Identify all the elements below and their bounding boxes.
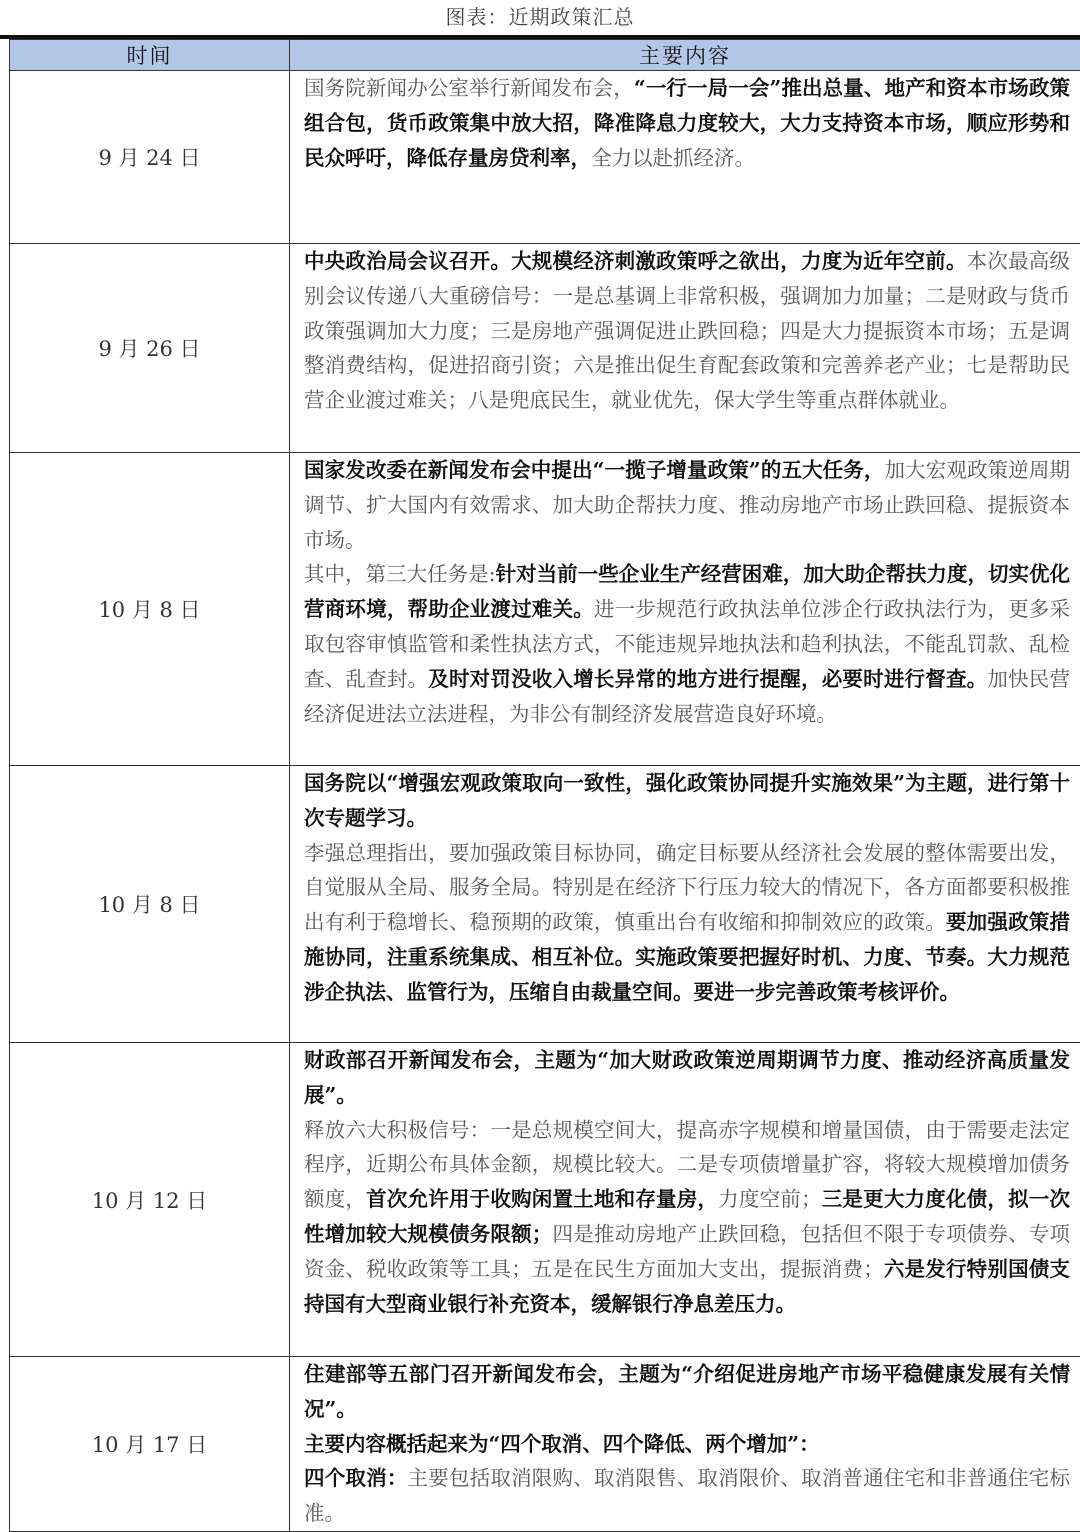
row-content (290, 453, 1080, 766)
table-row (10, 244, 1080, 453)
row-content (290, 244, 1080, 453)
row-date: 9 月 26 日 (10, 244, 290, 453)
row-content (290, 766, 1080, 1043)
text: 全力以赴抓经济。 (591, 146, 755, 170)
policy-table (9, 39, 1080, 1532)
text: 释放六大积极信号：一是总规模空间大，提高赤字规模和增量国债，由于需要走法定程序，近期公布具体金额，规模比较大。二是专项债增量扩容，将较大规模增加债务额度， (304, 1118, 1070, 1212)
text: 李强总理指出，要加强政策目标协同，确定目标要从经济社会发展的整体需要出发，自觉服从全局、服务全局。特别是在经济下行压力较大的情况下，各方面都要积极推出有利于稳增长、稳预期的政策，慎重出台有收缩和抑制效应的政策。 (304, 841, 1070, 935)
bold-text: 三是更大力度化债，拟一次性增加较大规模债务限额； (304, 1187, 1070, 1246)
content-paragraph (304, 244, 1070, 418)
text: 加大宏观政策逆周期调节、扩大国内有效需求、加大助企帮扶力度、推动房地产市场止跌回稳、提振资本市场。 (304, 458, 1070, 552)
bold-text: 六是发行特别国债支持国有大型商业银行补充资本，缓解银行净息差压力。 (304, 1257, 1070, 1316)
table-row (10, 1357, 1080, 1532)
bold-text: 国家发改委在新闻发布会中提出“一揽子增量政策”的五大任务， (304, 458, 885, 482)
row-date: 10 月 8 日 (10, 766, 290, 1043)
row-content (290, 1357, 1080, 1532)
bold-text: 国务院以“增强宏观政策取向一致性，强化政策协同提升实施效果”为主题，进行第十次专题学习。 (304, 771, 1070, 830)
bold-text: 要加强政策措施协同，注重系统集成、相互补位。实施政策要把握好时机、力度、节奏。大力规范涉企执法、监管行为，压缩自由裁量空间。要进一步完善政策考核评价。 (304, 910, 1070, 1004)
bold-text: 住建部等五部门召开新闻发布会，主题为“介绍促进房地产市场平稳健康发展有关情况”。 (304, 1362, 1070, 1421)
content-paragraph (304, 1461, 1070, 1531)
text: 本次最高级别会议传递八大重磅信号：一是总基调上非常积极，强调加力加量；二是财政与货币政策强调加大力度；三是房地产强调促进止跌回稳；四是大力提振资本市场；五是调整消费结构，促进招商引资；六是推出促生育配套政策和完善养老产业；七是帮助民营企业渡过难关；八是兜底民生，就业优先，保大学生等重点群体就业。 (304, 249, 1070, 412)
row-content (290, 1043, 1080, 1357)
content-paragraph (304, 1357, 1070, 1427)
bold-text: 主要内容概括起来为“四个取消、四个降低、两个增加”： (304, 1432, 820, 1456)
text: 国务院新闻办公室举行新闻发布会， (304, 76, 634, 100)
table-header-row (10, 40, 1080, 71)
bold-text: “一行一局一会”推出总量、地产和资本市场政策组合包，货币政策集中放大招，降准降息力度较大，大力支持资本市场，顺应形势和民众呼吁，降低存量房贷利率， (304, 76, 1070, 170)
bold-text: 针对当前一些企业生产经营困难，加大助企帮扶力度，切实优化营商环境，帮助企业渡过难关。 (304, 562, 1070, 621)
bold-text: 四个取消： (304, 1466, 408, 1490)
content-paragraph (304, 71, 1070, 175)
content-paragraph (304, 1427, 1070, 1462)
text: 四是推动房地产止跌回稳，包括但不限于专项债券、专项资金、税收政策等工具；五是在民生方面加大支出，提振消费； (304, 1222, 1070, 1281)
table-row (10, 766, 1080, 1043)
bold-text: 及时对罚没收入增长异常的地方进行提醒，必要时进行督查。 (428, 667, 987, 691)
text: 其中，第三大任务是: (304, 562, 496, 586)
content-paragraph (304, 557, 1070, 731)
figure-caption: 图表：近期政策汇总 (0, 0, 1080, 34)
content-paragraph (304, 1113, 1070, 1322)
bold-text: 中央政治局会议召开。大规模经济刺激政策呼之欲出，力度为近年空前。 (304, 249, 967, 273)
row-content (290, 71, 1080, 244)
text: 加快民营经济促进法立法进程，为非公有制经济发展营造良好环境。 (304, 667, 1070, 726)
row-date: 10 月 8 日 (10, 453, 290, 766)
header-date: 时间 (10, 40, 290, 71)
bold-text: 首次允许用于收购闲置土地和存量房， (366, 1187, 718, 1211)
content-paragraph (304, 453, 1070, 557)
table-row (10, 71, 1080, 244)
row-date: 10 月 17 日 (10, 1357, 290, 1532)
text: 进一步规范行政执法单位涉企行政执法行为，更多采取包容审慎监管和柔性执法方式，不能违规异地执法和趋利执法，不能乱罚款、乱检查、乱查封。 (304, 597, 1070, 691)
table-row (10, 1043, 1080, 1357)
content-paragraph (304, 766, 1070, 836)
row-date: 10 月 12 日 (10, 1043, 290, 1357)
text: 力度空前； (718, 1187, 821, 1211)
row-date: 9 月 24 日 (10, 71, 290, 244)
content-paragraph (304, 836, 1070, 1010)
header-content: 主要内容 (290, 40, 1080, 71)
bold-text: 财政部召开新闻发布会，主题为“加大财政政策逆周期调节力度、推动经济高质量发展”。 (304, 1048, 1070, 1107)
table-row (10, 453, 1080, 766)
content-paragraph (304, 1043, 1070, 1113)
text: 主要包括取消限购、取消限售、取消限价、取消普通住宅和非普通住宅标准。 (304, 1466, 1070, 1525)
